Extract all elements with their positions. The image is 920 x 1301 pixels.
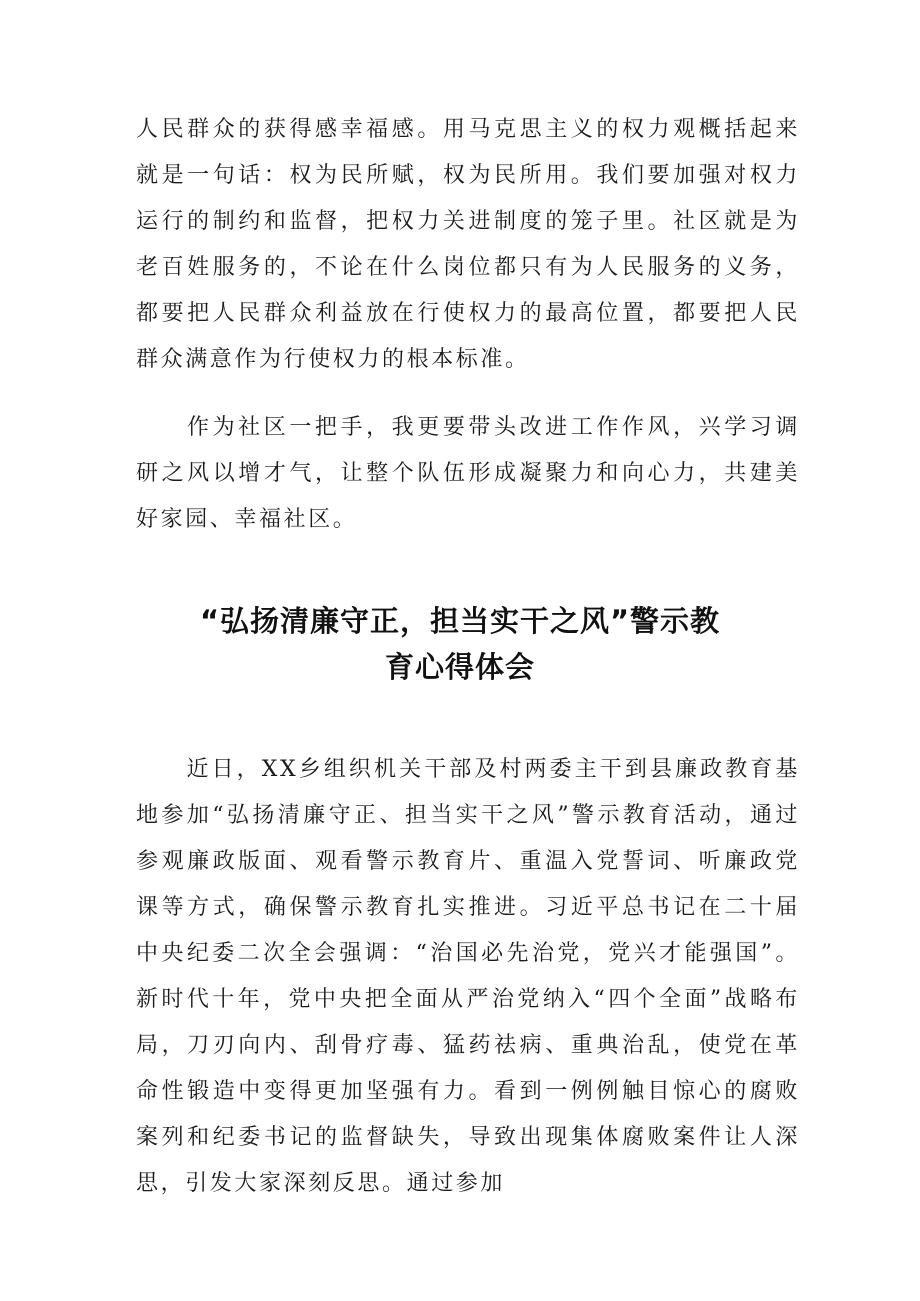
article-title-line-2: 育心得体会 (384, 650, 535, 684)
paragraph-community-leader: 作为社区一把手，我更要带头改进工作作风，兴学习调研之风以增才气，让整个队伍形成凝聚力和向心力，共建美好家园、幸福社区。 (136, 415, 800, 532)
paragraph-warning-education: 近日，XX乡组织机关干部及村两委主干到县廉政教育基地参加“弘扬清廉守正、担当实干之风”警示教育活动，通过参观廉政版面、观看警示教育片、重温入党誓词、听廉政党课等方式，确保警示教育扎实推进。习近平总书记在二十届中央纪委二次全会强调：“治国必先治党，党兴才能强国”。新时代十年，党中央把全面从严治党纳入“四个全面”战略布局，刀刃向内、刮骨疗毒、猛药祛病、重典治乱，使党在革命性锻造中变得更加坚强有力。看到一例例触目惊心的腐败案列和纪委书记的监督缺失，导致出现集体腐败案件让人深思，引发大家深刻反思。通过参加 (136, 757, 800, 1196)
article-title-line-1: “弘扬清廉守正，担当实干之风”警示教 (199, 604, 721, 638)
paragraph-continuation: 人民群众的获得感幸福感。用马克思主义的权力观概括起来就是一句话：权为民所赋，权为民所用。我们要加强对权力运行的制约和监督，把权力关进制度的笼子里。社区就是为老百姓服务的，不论在什么岗位都只有为人民服务的义务，都要把人民群众利益放在行使权力的最高位置，都要把人民群众满意作为行使权力的根本标准。 (136, 117, 800, 372)
